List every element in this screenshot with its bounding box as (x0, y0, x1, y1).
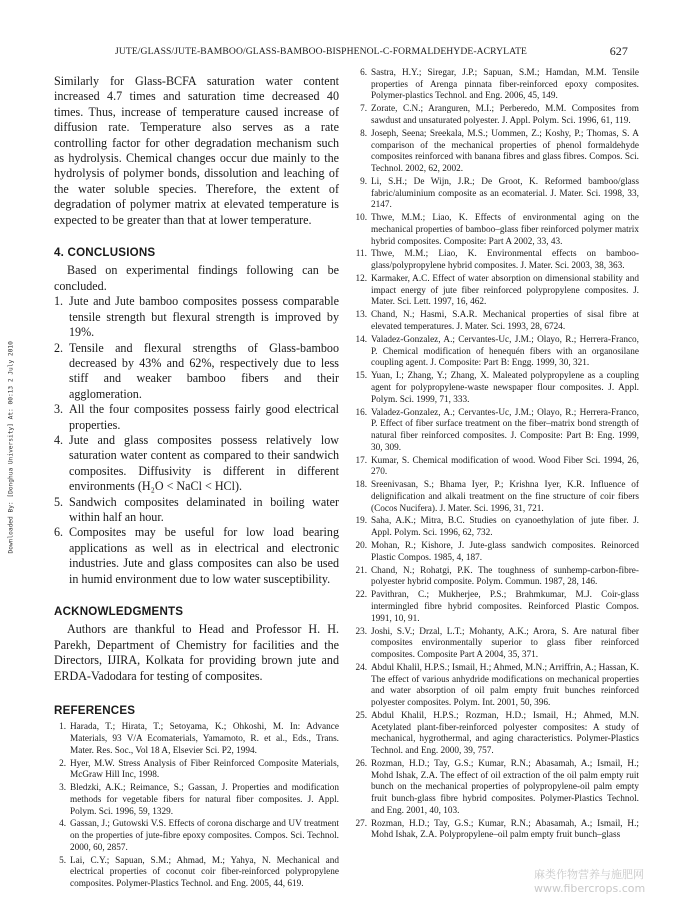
reference-item: 12. Karmaker, A.C. Effect of water absorption on dimensional stability and impact energy of jute fiber reinforced polypropylene composites. J. Mater. Sci. Lett. 1997, 16, 462. (355, 274, 639, 308)
reference-item: 14. Valadez-Gonzalez, A.; Cervantes-Uc, J.M.; Olayo, R.; Herrera-Franco, P. Chemical modification of henequén fibers with an organosilane coupling agent. J. Composite: Part B: Engg. 1999, 30, 321. (355, 334, 639, 369)
reference-item: 27. Rozman, H.D.; Tay, G.S.; Kumar, R.N.; Abasamah, A.; Ismail, H.; Mohd Ishak, Z.A. Polypropylene–oil palm empty fruit bunch–glass (355, 818, 639, 841)
acknowledgments-heading: ACKNOWLEDGMENTS (54, 605, 184, 618)
left-column (54, 74, 339, 892)
reference-item: 13. Chand, N.; Hasmi, S.A.R. Mechanical properties of sisal fibre at elevated temperatures. J. Mater. Sci. 1993, 28, 6724. (355, 310, 639, 333)
reference-item: 8. Joseph, Seena; Sreekala, M.S.; Uommen, Z.; Koshy, P.; Thomas, S. A comparison of the mechanical properties of phenol formaldehyde composites reinforced with banana fibres and glass fibres. Compos. Sci. Technol. 2002, 62, 2002. (360, 128, 639, 174)
acknowledgments-text: Authors are thankful to Head and Professor H. H. Parekh, Department of Chemistry for facilities and the Directors, IJIRA, Kolkata for providing brown jute and ERDA-Vadodara for testing of composites. (54, 622, 339, 683)
running-title: JUTE/GLASS/JUTE-BAMBOO/GLASS-BAMBOO-BISPHENOL-C-FORMALDEHYDE-ACRYLATE (115, 46, 527, 57)
site-watermark: 麻类作物营养与施肥网 www.fibercrops.com (534, 868, 646, 895)
reference-item: 11. Thwe, M.M.; Liao, K. Environmental effects on bamboo-glass/polypropylene hybrid composites. J. Mater. Sci. 2003, 38, 363. (355, 249, 639, 272)
reference-item: 9. Li, S.H.; De Wijn, J.R.; De Groot, K. Reformed bamboo/glass fabric/aluminium composite as an ecomaterial. J. Mater. Sci. 1998, 33, 2147. (360, 176, 639, 211)
conclusion-item: 4. Jute and glass composites possess relatively low saturation water content as compared to their sandwich composites. Diffusivity is different in different environments (H₂O < NaCl < HCl). (54, 432, 339, 494)
reference-item: 2. Hyer, M.W. Stress Analysis of Fiber Reinforced Composite Materials, McGraw Hill Inc, 1998. (59, 758, 339, 781)
conclusion-item: 3. All the four composites possess fairly good electrical properties. (54, 402, 339, 432)
conclusions-heading: 4. CONCLUSIONS (54, 246, 156, 260)
reference-item: 25. Abdul Khalil, H.P.S.; Rozman, H.D.; Ismail, H.; Ahmed, M.N. Acetylated plant-fiber-reinforced polyester composites: A study of mechanical, hygrothermal, and aging characteristics. Polymer-Plastics Technol. and Eng. 2000, 39, 757. (355, 710, 639, 756)
reference-item: 3. Bledzki, A.K.; Reimance, S.; Gassan, J. Properties and modification methods for vegetable fibers for natural fiber composites. J. Appl. Polym. Sci. 1996, 59, 1329. (59, 783, 339, 817)
reference-item: 5. Lai, C.Y.; Sapuan, S.M.; Ahmad, M.; Yahya, N. Mechanical and electrical properties of coconut coir fiber-reinforced polypropylene composites. Polymer-Plastics Technol. and Eng. 2005, 44, 619. (59, 855, 339, 889)
reference-item: 24. Abdul Khalil, H.P.S.; Ismail, H.; Ahmed, M.N.; Arriffrin, A.; Hassan, K. The effect of various anhydride modifications on mechanical properties and water absorption of oil palm empty fruit bunches reinforced polyester composites. Polym. Int. 2001, 50, 396. (355, 662, 639, 708)
conclusions-list (54, 294, 339, 587)
reference-item: 4. Gassan, J.; Gutowski V.S. Effects of corona discharge and UV treatment on the properties of jute-fibre epoxy composites. Compos. Sci. Technol. 2000, 60, 2857. (59, 819, 339, 853)
reference-item: 10. Thwe, M.M.; Liao, K. Effects of environmental aging on the mechanical properties of bamboo–glass fiber reinforced polymer matrix hybrid composites. Composite: Part A 2002, 33, 43. (355, 213, 639, 247)
reference-item: 18. Sreenivasan, S.; Bhama Iyer, P.; Krishna Iyer, K.R. Influence of delignification and alkali treatment on the fine structure of coir fibers (Cocos Nucifera). J. Mater. Sci. 1996, 31, 721. (355, 480, 639, 514)
conclusion-item: 5. Sandwich composites delaminated in boiling water within half an hour. (54, 494, 339, 524)
conclusions-intro: Based on experimental findings following can be concluded. (54, 263, 339, 293)
reference-item: 7. Zorate, C.N.; Aranguren, M.I.; Perberedo, M.M. Composites from sawdust and unsaturated polyester. J. Appl. Polym. Sci. 1996, 61, 119. (360, 104, 639, 126)
reference-item: 1. Harada, T.; Hirata, T.; Setoyama, K.; Ohkoshi, M. In: Advance Materials, 93 V/A Ecomaterials, Yamamoto, R. et al., Eds., Trans. Mater. Res. Soc., Vol 18 A, Elsevier Sci. P2, 1994. (59, 722, 339, 756)
reference-item: 20. Mohan, R.; Kishore, J. Jute-glass sandwich composites. Reinorced Plastic Compos. 1985, 4, 187. (355, 541, 639, 563)
reference-item: 22. Pavithran, C.; Mukherjee, P.S.; Brahmkumar, M.J. Coir-glass intermingled fibre hybrid composites. Reinforced Plastic Compos. 1991, 10, 91. (355, 590, 639, 624)
conclusion-item: 2. Tensile and flexural strengths of Glass-bamboo decreased by 43% and 62%, respectively due to less stiff and weaker bamboo fibers and their agglomeration. (54, 340, 339, 401)
reference-item: 17. Kumar, S. Chemical modification of wood. Wood Fiber Sci. 1994, 26, 270. (355, 455, 639, 478)
right-column (352, 68, 639, 843)
references-list-left (54, 722, 339, 890)
reference-item: 6. Sastra, H.Y.; Siregar, J.P.; Sapuan, S.M.; Hamdan, M.M. Tensile properties of Arenga pinnata fiber-reinforced epoxy composites. Polymer-plastics Technol. and Eng. 2006, 45, 149. (360, 68, 639, 102)
conclusion-item: 1. Jute and Jute bamboo composites possess comparable tensile strength but flexural strength is improved by 19%. (54, 294, 339, 340)
download-stamp: Downloaded By: [Donghua University] At: 00:13 2 July 2010 (7, 341, 15, 554)
reference-item: 23. Joshi, S.V.; Drzal, L.T.; Mohanty, A.K.; Arora, S. Are natural fiber composites environmentally superior to glass fiber reinforced composites. Composite Part A 2004, 35, 371. (355, 626, 639, 660)
reference-item: 16. Valadez-Gonzalez, A.; Cervantes-Uc, J.M.; Olayo, R.; Herrera-Franco, P. Effect of fiber surface treatment on the fiber–matrix bond strength of natural fiber reinforced composites. J. Composite: Part B: Eng. 1999, 30, 309. (355, 407, 639, 453)
conclusion-item: 6. Composites may be useful for low load bearing applications as well as in electrical and electronic industries. Jute and glass composites can also be used in humid environment due to low water susceptibility. (54, 525, 339, 586)
references-heading: REFERENCES (54, 704, 136, 718)
intro-paragraph: Similarly for Glass-BCFA saturation water content increased 4.7 times and saturation time decreased 40 times. Thus, increase of temperature caused increase of diffusion rate. Temperature also serves as a rate controlling factor for other degradation mechanism such as hydrolysis. Chemical changes occur due mainly to the hydrolysis of polymer bonds, dissolution and leaching of the water soluble species. Therefore, the extent of degradation of polymer matrix at elevated temperature is expected to be greater than that at lower temperature. (54, 74, 339, 227)
references-list-right (352, 68, 639, 842)
reference-item: 19. Saha, A.K.; Mitra, B.C. Studies on cyanoethylation of jute fiber. J. Appl. Polym. Sci. 1996, 62, 732. (355, 516, 639, 539)
reference-item: 15. Yuan, I.; Zhang, Y.; Zhang, X. Maleated polypropylene as a coupling agent for polypropylene-waste newspaper flour composites. J. Appl. Polym. Sci. 1999, 71, 333. (355, 371, 639, 405)
reference-item: 26. Rozman, H.D.; Tay, G.S.; Kumar, R.N.; Abasamah, A.; Ismail, H.; Mohd Ishak, Z.A. The effect of oil extraction of the oil palm empty ruit bunch on the mechanical properties of polypropylene-oil palm empty fruit bunch-glass fibre hybrid composites. Polymer-Plastics Technol. and Eng. 2001, 40, 103. (355, 758, 639, 816)
page-number: 627 (609, 44, 628, 58)
reference-item: 21. Chand, N.; Rohatgi, P.K. The toughness of sunhemp-carbon-fibre-polyester hybrid composite. Polym. Commun. 1987, 28, 146. (355, 565, 639, 588)
